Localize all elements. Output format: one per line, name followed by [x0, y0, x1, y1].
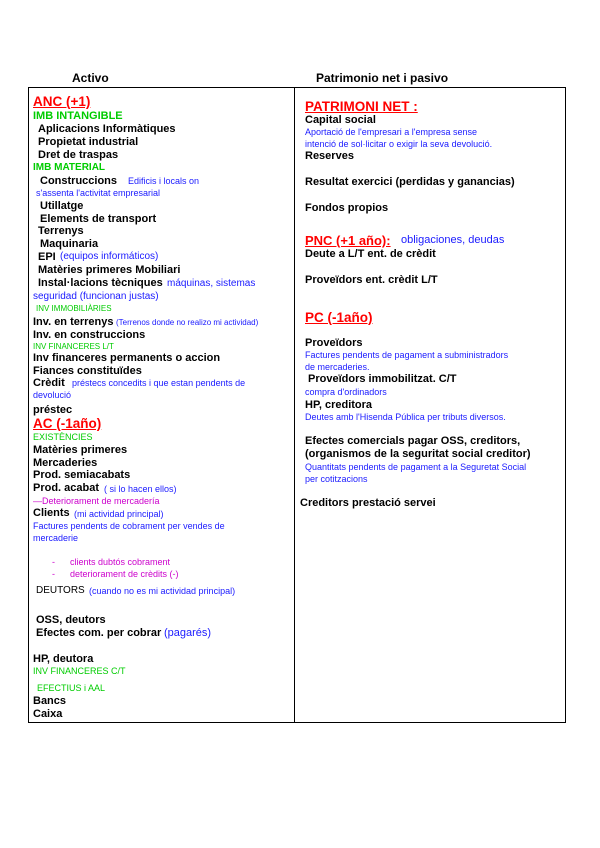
imb-material-heading: IMB MATERIAL: [33, 162, 106, 173]
materies-primeres-item: Matèries primeres: [33, 444, 128, 456]
inv-fin-lt-heading: INV FINANCERES L/T: [33, 342, 114, 351]
deutors-note: (cuando no es mi actividad principal): [89, 586, 236, 596]
deteriorament-credits-item: deteriorament de crèdits (-): [70, 569, 179, 579]
mercaderies-item: Mercaderies: [33, 457, 98, 469]
proveidors-immob-note: compra d'ordinadors: [305, 387, 387, 397]
hp-creditora-note: Deutes amb l'Hisenda Pública per tributs diversos.: [305, 412, 506, 422]
deutors-heading: DEUTORS: [36, 585, 85, 596]
inv-fin-perm-item: Inv financeres permanents o accion: [33, 352, 221, 364]
inv-construccions-item: Inv. en construccions: [33, 329, 146, 341]
column-divider: [294, 87, 295, 723]
assets-header: Activo: [72, 71, 109, 85]
dash-2: -: [52, 569, 55, 579]
patrimoni-heading: PATRIMONI NET :: [305, 99, 418, 114]
existencies-heading: EXISTÈNCIES: [33, 432, 93, 442]
terrenys-item: Terrenys: [38, 225, 84, 237]
proveidors-item: Proveïdors: [305, 337, 363, 349]
proveidors-note-2: de mercaderies.: [305, 362, 370, 372]
fondos-item: Fondos propios: [305, 202, 389, 214]
proveidors-note-1: Factures pendents de pagament a subministradors: [305, 350, 509, 360]
installacions-item: Instal·lacions tècniques: [38, 277, 163, 289]
credit-item: Crèdit: [33, 377, 65, 389]
ac-heading: AC (-1año): [33, 416, 102, 431]
factures-cobrament-note-1: Factures pendents de cobrament per vendes de: [33, 521, 225, 531]
hp-deutora-item: HP, deutora: [33, 653, 94, 665]
semiacabats-item: Prod. semiacabats: [33, 469, 131, 481]
acabat-item: Prod. acabat: [33, 482, 100, 494]
caixa-item: Caixa: [33, 708, 63, 720]
installacions-note-1: máquinas, sistemas: [167, 278, 256, 289]
factures-cobrament-note-2: mercaderie: [33, 533, 79, 543]
proveidors-lt-item: Proveïdors ent. crèdit L/T: [305, 274, 438, 286]
construccions-note-2: s'assenta l'activitat empresarial: [36, 188, 160, 198]
aplicacions-item: Aplicacions Informàtiques: [38, 123, 176, 135]
capital-note-2: intenció de sol·licitar o exigir la seva devolució.: [305, 139, 493, 149]
inv-terrenys-note: (Terrenos donde no realizo mi actividad): [116, 318, 259, 327]
pc-heading: PC (-1año): [305, 310, 373, 325]
efectes-cobrar-note: (pagarés): [164, 627, 212, 639]
construccions-note-1: Edificis i locals on: [128, 176, 200, 186]
pnc-heading: PNC (+1 año):: [305, 233, 391, 248]
resultat-item: Resultat exercici (perdidas y ganancias): [305, 176, 515, 188]
utillatge-item: Utillatge: [40, 200, 84, 212]
bancs-item: Bancs: [33, 695, 67, 707]
dret-item: Dret de traspas: [38, 149, 119, 161]
acabat-note: ( si lo hacen ellos): [104, 484, 177, 494]
pnc-note: obligaciones, deudas: [401, 234, 505, 246]
elements-item: Elements de transport: [40, 213, 157, 225]
efectius-heading: EFECTIUS i AAL: [37, 683, 106, 693]
inv-immob-heading: INV IMMOBILIÀRIES: [36, 304, 112, 313]
propietat-item: Propietat industrial: [38, 136, 139, 148]
proveidors-immob-item: Proveïdors immobilitzat. C/T: [308, 373, 457, 385]
anc-heading: ANC (+1): [33, 94, 91, 109]
prestec-item: préstec: [33, 404, 73, 416]
epi-note: (equipos informáticos): [60, 251, 159, 262]
liabilities-header: Patrimonio net i pasivo: [316, 71, 449, 85]
deteriorament-merc-item: —Deteriorament de mercadería: [33, 496, 160, 506]
materies-mob-item: Matèries primeres Mobiliari: [38, 264, 181, 276]
efectes-pagar-note-1: Quantitats pendents de pagament a la Seguretat Social: [305, 462, 527, 472]
efectes-pagar-note-2: per cotitzacions: [305, 474, 368, 484]
clients-dubtos-item: clients dubtós cobrament: [70, 557, 171, 567]
capital-note-1: Aportació de l'empresari a l'empresa sense: [305, 127, 478, 137]
imb-intangible-heading: IMB INTANGIBLE: [33, 110, 123, 122]
efectes-pagar-item-2: (organismos de la seguritat social creditor): [305, 448, 531, 460]
fiances-item: Fiances constituïdes: [33, 365, 142, 377]
efectes-pagar-item-1: Efectes comercials pagar OSS, creditors,: [305, 435, 521, 447]
creditors-item: Creditors prestació servei: [300, 497, 436, 509]
inv-fin-ct-heading: INV FINANCERES C/T: [33, 666, 126, 676]
hp-creditora-item: HP, creditora: [305, 399, 373, 411]
epi-item: EPI: [38, 251, 56, 263]
oss-deutors-item: OSS, deutors: [36, 614, 106, 626]
inv-terrenys-item: Inv. en terrenys: [33, 316, 114, 328]
maquinaria-item: Maquinaria: [40, 238, 99, 250]
dash-1: -: [52, 557, 55, 567]
efectes-cobrar-item: Efectes com. per cobrar: [36, 627, 162, 639]
installacions-note-2: seguridad (funcionan justas): [33, 291, 159, 302]
clients-note: (mi actividad principal): [74, 509, 164, 519]
construccions-item: Construccions: [40, 175, 118, 187]
deute-item: Deute a L/T ent. de crèdit: [305, 248, 436, 260]
capital-item: Capital social: [305, 114, 376, 126]
clients-item: Clients: [33, 507, 70, 519]
credit-note-1: préstecs concedits i que estan pendents de: [72, 378, 246, 388]
credit-note-2: devolució: [33, 390, 72, 400]
reserves-item: Reserves: [305, 150, 354, 162]
